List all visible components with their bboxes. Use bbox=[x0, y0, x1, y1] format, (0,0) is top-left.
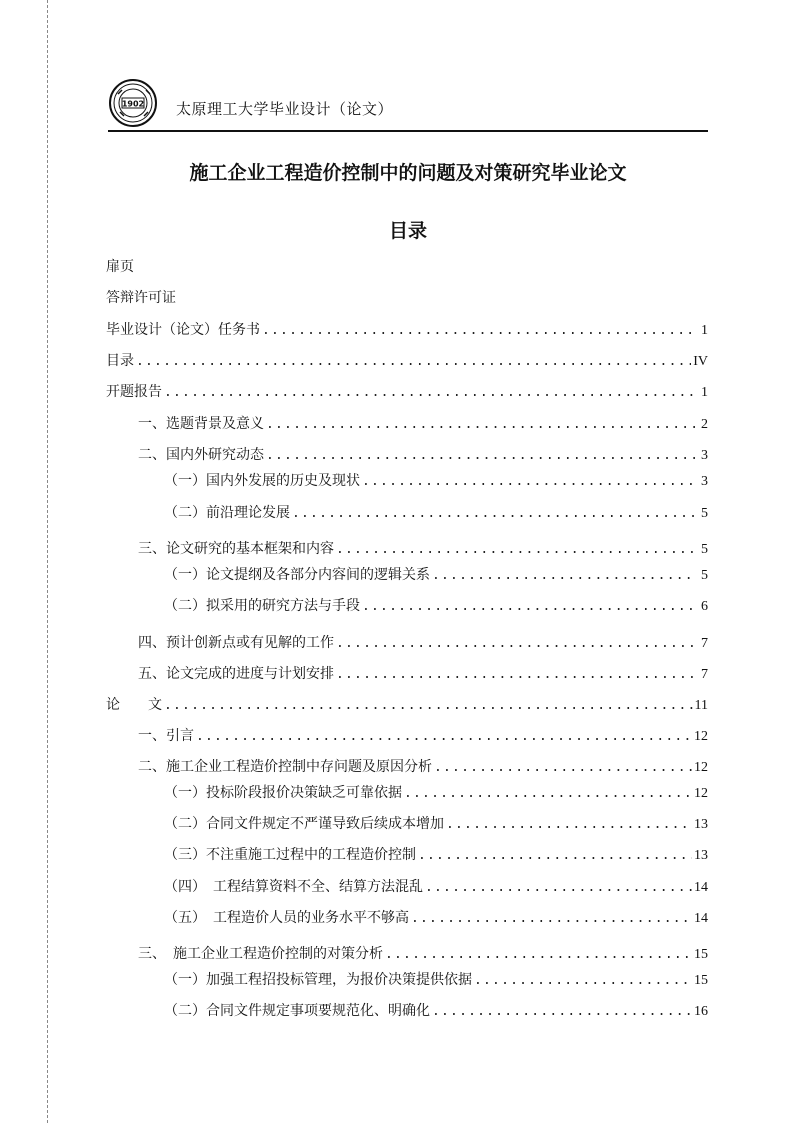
toc-entry-page: 14 bbox=[694, 911, 708, 926]
toc-entry[interactable] bbox=[106, 632, 708, 654]
dot-leader bbox=[336, 539, 696, 561]
toc-entry[interactable] bbox=[106, 538, 708, 560]
page-header bbox=[108, 76, 708, 130]
toc-entry-page: 6 bbox=[701, 599, 708, 614]
toc-entry-page: 3 bbox=[701, 474, 708, 489]
toc-entry-label: 开题报告 bbox=[106, 384, 162, 400]
logo-year: 1902 bbox=[121, 99, 145, 109]
toc-entry-label: （二）合同文件规定事项要规范化、明确化 bbox=[164, 1003, 430, 1019]
dot-leader bbox=[336, 633, 696, 655]
dot-leader bbox=[432, 565, 696, 587]
toc-entry-label: 扉页 bbox=[106, 259, 134, 275]
dot-leader bbox=[196, 726, 692, 748]
toc-entry[interactable] bbox=[106, 907, 708, 929]
university-header-title: 太原理工大学毕业设计（论文） bbox=[176, 100, 394, 118]
toc-entry[interactable] bbox=[106, 350, 708, 372]
toc-entry-label: 一、引言 bbox=[138, 728, 194, 744]
toc-entry-page: 13 bbox=[694, 848, 708, 863]
dot-leader bbox=[418, 845, 692, 867]
toc-entry-label: （一）加强工程招投标管理，为报价决策提供依据 bbox=[164, 972, 472, 988]
dot-leader bbox=[434, 757, 692, 779]
toc-entry-page: 15 bbox=[694, 947, 708, 962]
toc-entry-page: 7 bbox=[701, 636, 708, 651]
toc-entry[interactable] bbox=[106, 725, 708, 747]
toc-entry-label: （四） 工程结算资料不全、结算方法混乱 bbox=[164, 879, 423, 895]
toc-entry-label: 五、论文完成的进度与计划安排 bbox=[138, 666, 334, 682]
toc-entry-page: 11 bbox=[694, 698, 708, 713]
toc-entry-label: （一）投标阶段报价决策缺乏可靠依据 bbox=[164, 785, 402, 801]
toc-entry-page: 5 bbox=[701, 542, 708, 557]
toc-heading: 目录 bbox=[388, 220, 427, 242]
toc-entry[interactable] bbox=[106, 813, 708, 835]
toc-entry-page: 2 bbox=[701, 417, 708, 432]
toc-entry[interactable] bbox=[106, 876, 708, 898]
dot-leader bbox=[164, 695, 693, 717]
toc-entry[interactable] bbox=[106, 319, 708, 341]
toc-entry-label: 二、国内外研究动态 bbox=[138, 447, 264, 463]
dot-leader bbox=[385, 944, 692, 966]
toc-entry[interactable] bbox=[106, 502, 708, 524]
toc-entry-label: 一、选题背景及意义 bbox=[138, 416, 264, 432]
dot-leader bbox=[425, 877, 692, 899]
toc-entry-page: 1 bbox=[701, 323, 708, 338]
dot-leader bbox=[362, 596, 696, 618]
toc-entry-label: 毕业设计（论文）任务书 bbox=[106, 322, 260, 338]
dot-leader bbox=[474, 970, 692, 992]
dot-leader bbox=[362, 471, 696, 493]
toc-entry[interactable] bbox=[106, 595, 708, 617]
toc-entry[interactable] bbox=[106, 470, 708, 492]
toc-entry-page: 15 bbox=[694, 973, 708, 988]
dot-leader bbox=[266, 445, 696, 467]
dot-leader bbox=[262, 320, 696, 342]
toc-entry-page: 1 bbox=[701, 385, 708, 400]
toc-entry-label: 论 文 bbox=[106, 697, 162, 713]
toc-entry[interactable] bbox=[106, 782, 708, 804]
toc-entry-page: 7 bbox=[701, 667, 708, 682]
toc-entry-page: 12 bbox=[694, 786, 708, 801]
university-logo bbox=[108, 78, 158, 128]
header-rule bbox=[108, 130, 708, 132]
dot-leader bbox=[336, 664, 696, 686]
toc-entry-label: （三）不注重施工过程中的工程造价控制 bbox=[164, 847, 416, 863]
toc-entry-page: 14 bbox=[694, 880, 708, 895]
toc-entry-label: 三、论文研究的基本框架和内容 bbox=[138, 541, 334, 557]
toc-entry-page: IV bbox=[693, 354, 708, 369]
toc-entry-page: 12 bbox=[694, 729, 708, 744]
dot-leader bbox=[446, 814, 692, 836]
toc-entry-page: 16 bbox=[694, 1004, 708, 1019]
dot-leader bbox=[292, 503, 696, 525]
toc-entry[interactable] bbox=[106, 564, 708, 586]
toc-entry-label: 目录 bbox=[106, 353, 134, 369]
dot-leader bbox=[136, 351, 691, 373]
toc-entry[interactable] bbox=[106, 663, 708, 685]
toc-entry[interactable] bbox=[106, 844, 708, 866]
toc-entry-label: （二）拟采用的研究方法与手段 bbox=[164, 598, 360, 614]
toc-entry-label: 三、 施工企业工程造价控制的对策分析 bbox=[138, 946, 383, 962]
toc-entry[interactable] bbox=[106, 381, 708, 403]
binding-line bbox=[47, 0, 48, 1123]
toc-entry[interactable] bbox=[106, 969, 708, 991]
toc-entry[interactable] bbox=[106, 287, 708, 309]
toc-entry[interactable] bbox=[106, 413, 708, 435]
toc-entry-label: （二）前沿理论发展 bbox=[164, 505, 290, 521]
toc-entry[interactable] bbox=[106, 1000, 708, 1022]
toc-entry-page: 5 bbox=[701, 506, 708, 521]
toc-entry[interactable] bbox=[106, 756, 708, 778]
toc-entry-label: （一）国内外发展的历史及现状 bbox=[164, 473, 360, 489]
dot-leader bbox=[432, 1001, 692, 1023]
toc-entry[interactable] bbox=[106, 256, 708, 278]
thesis-title: 施工企业工程造价控制中的问题及对策研究毕业论文 bbox=[189, 162, 627, 184]
toc-entry-label: （一）论文提纲及各部分内容间的逻辑关系 bbox=[164, 567, 430, 583]
toc-entry-label: 四、预计创新点或有见解的工作 bbox=[138, 635, 334, 651]
toc-entry-page: 3 bbox=[701, 448, 708, 463]
toc-entry-label: 答辩许可证 bbox=[106, 290, 176, 306]
dot-leader bbox=[411, 908, 692, 930]
toc-entry[interactable] bbox=[106, 444, 708, 466]
toc-entry-page: 12 bbox=[694, 760, 708, 775]
toc-entry-page: 13 bbox=[694, 817, 708, 832]
toc-entry-label: （五） 工程造价人员的业务水平不够高 bbox=[164, 910, 409, 926]
dot-leader bbox=[164, 382, 696, 404]
dot-leader bbox=[266, 414, 696, 436]
toc-entry-page: 5 bbox=[701, 568, 708, 583]
toc-entry-label: （二）合同文件规定不严谨导致后续成本增加 bbox=[164, 816, 444, 832]
toc-entry[interactable] bbox=[106, 943, 708, 965]
toc-entry[interactable] bbox=[106, 694, 708, 716]
toc-entry-label: 二、施工企业工程造价控制中存问题及原因分析 bbox=[138, 759, 432, 775]
dot-leader bbox=[404, 783, 692, 805]
